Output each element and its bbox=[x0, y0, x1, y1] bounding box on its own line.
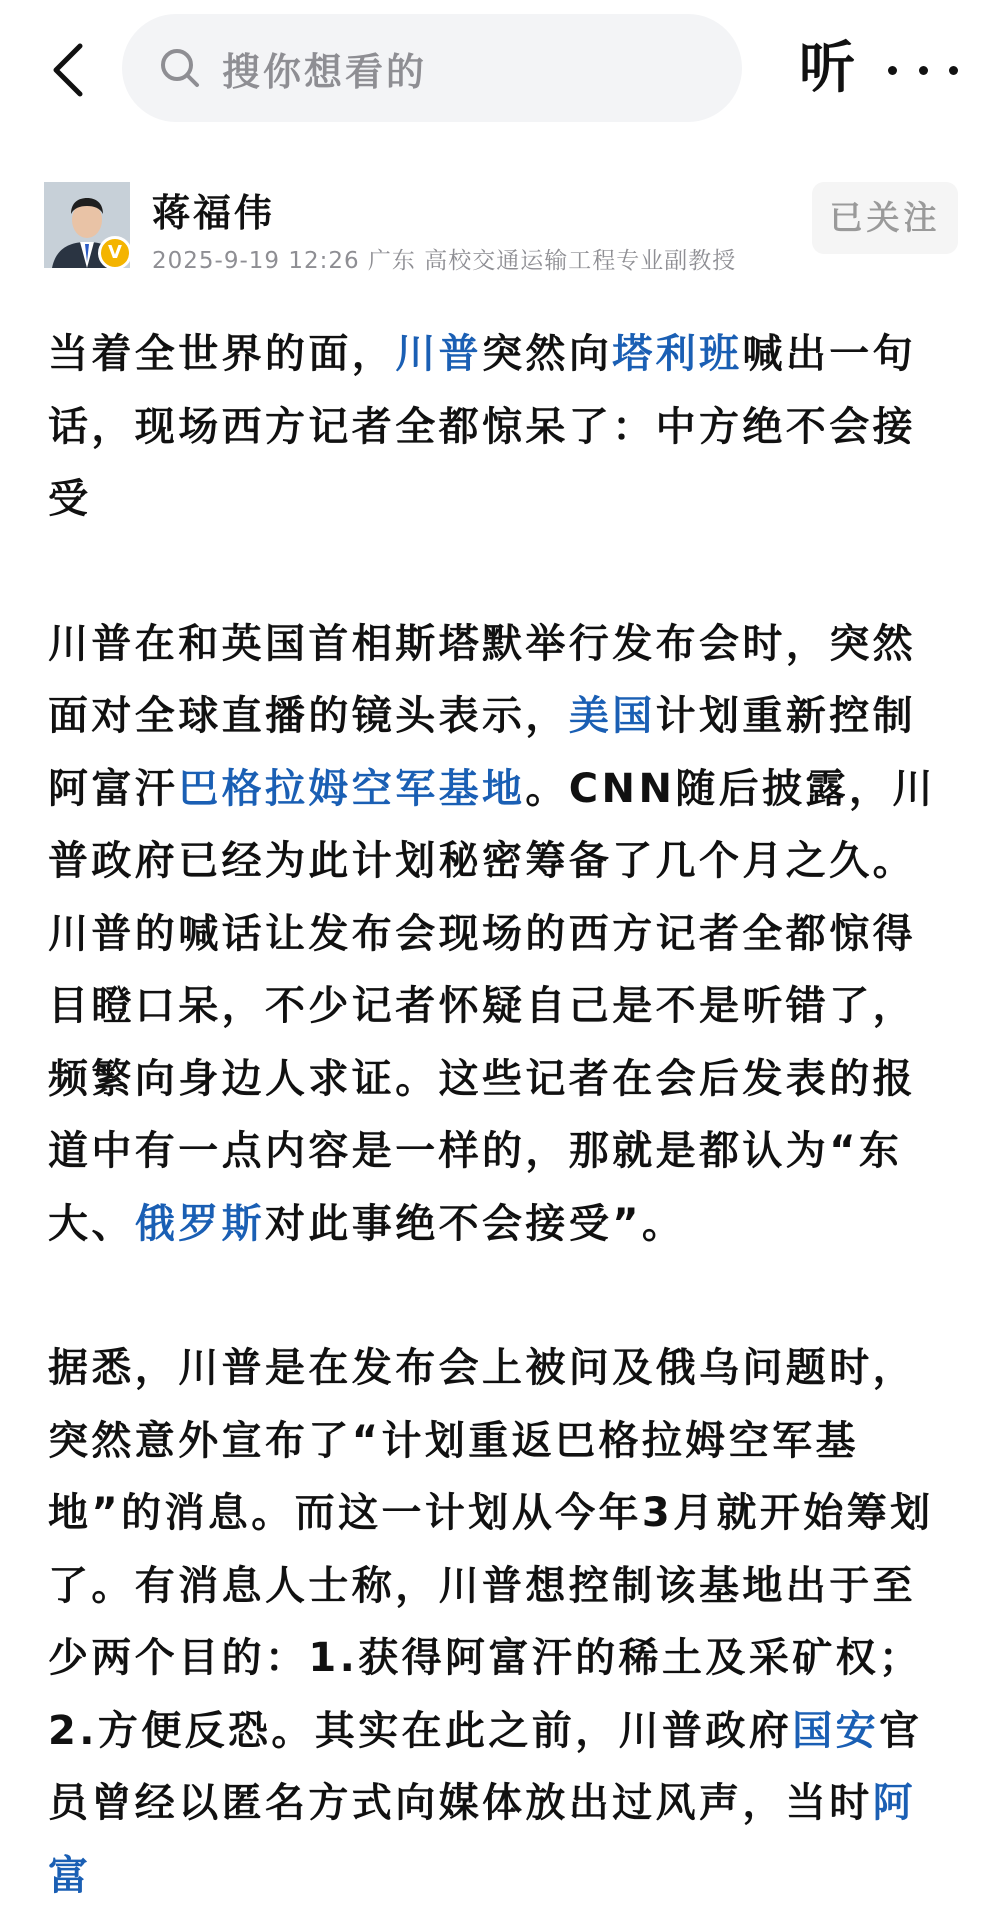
text-run: 当着全世界的面， bbox=[48, 331, 396, 377]
author-name[interactable]: 蒋福伟 bbox=[152, 191, 276, 235]
link-taliban[interactable]: 塔利班 bbox=[612, 331, 743, 377]
post-meta: 2025-9-19 12:26 广东 高校交通运输工程专业副教授 bbox=[152, 248, 737, 274]
listen-button[interactable]: 听 bbox=[799, 36, 855, 101]
more-dot-icon bbox=[919, 66, 928, 75]
link-national-security[interactable]: 国安 bbox=[792, 1707, 880, 1754]
search-icon bbox=[158, 46, 202, 90]
more-options-button[interactable] bbox=[888, 40, 958, 100]
article-paragraph bbox=[48, 608, 948, 1261]
text-run: 官员曾经以匿名方式向媒体放出过风声，当时 bbox=[48, 1707, 923, 1826]
link-russia[interactable]: 俄罗斯 bbox=[134, 1200, 266, 1247]
article-body bbox=[48, 318, 948, 1912]
text-run: 计划重新控制阿富汗 bbox=[48, 693, 917, 812]
back-button[interactable] bbox=[40, 38, 96, 102]
verified-badge-icon: V bbox=[98, 236, 132, 270]
link-usa[interactable]: 美国 bbox=[568, 693, 656, 739]
article-title-paragraph bbox=[48, 318, 948, 536]
more-dot-icon bbox=[949, 66, 958, 75]
link-trump[interactable]: 川普 bbox=[395, 331, 483, 377]
text-run: 据悉，川普是在发布会上被问及俄乌问题时，突然意外宣布了“计划重返巴格拉姆空军基地”的消息。而这一计划从今年3月就开始筹划了。有消息人士称，川普想控制该基地出于至少两个目的：1.获得阿富汗的稀土及采矿权；2.方便反恐。其实在此之前，川普政府 bbox=[48, 1345, 934, 1754]
search-input[interactable] bbox=[122, 14, 742, 122]
text-run: 突然向 bbox=[482, 331, 613, 377]
chevron-left-icon bbox=[51, 42, 85, 98]
more-dot-icon bbox=[888, 66, 897, 75]
link-bagram-airbase[interactable]: 巴格拉姆空军基地 bbox=[178, 765, 526, 812]
author-row bbox=[0, 170, 986, 280]
text-run: 对此事绝不会接受”。 bbox=[265, 1200, 686, 1247]
follow-button[interactable]: 已关注 bbox=[812, 182, 958, 254]
text-run: 川普在和英国首相斯塔默举行发布会时，突然面对全球直播的镜头表示， bbox=[48, 620, 916, 739]
link-afghanistan[interactable]: 阿富 bbox=[48, 1780, 917, 1899]
top-bar bbox=[0, 0, 986, 140]
search-placeholder: 搜你想看的 bbox=[222, 49, 428, 94]
text-run: 。CNN随后披露，川普政府已经为此计划秘密筹备了几个月之久。川普的喊话让发布会现场的西方记者全都惊得目瞪口呆，不少记者怀疑自己是不是听错了，频繁向身边人求证。这些记者在会后发表的报道中有一点内容是一样的，那就是都认为“东大、 bbox=[48, 765, 936, 1247]
article-paragraph bbox=[48, 1332, 948, 1912]
text-run: 喊出一句话，现场西方记者全都惊呆了：中方绝不会接受 bbox=[48, 331, 917, 522]
